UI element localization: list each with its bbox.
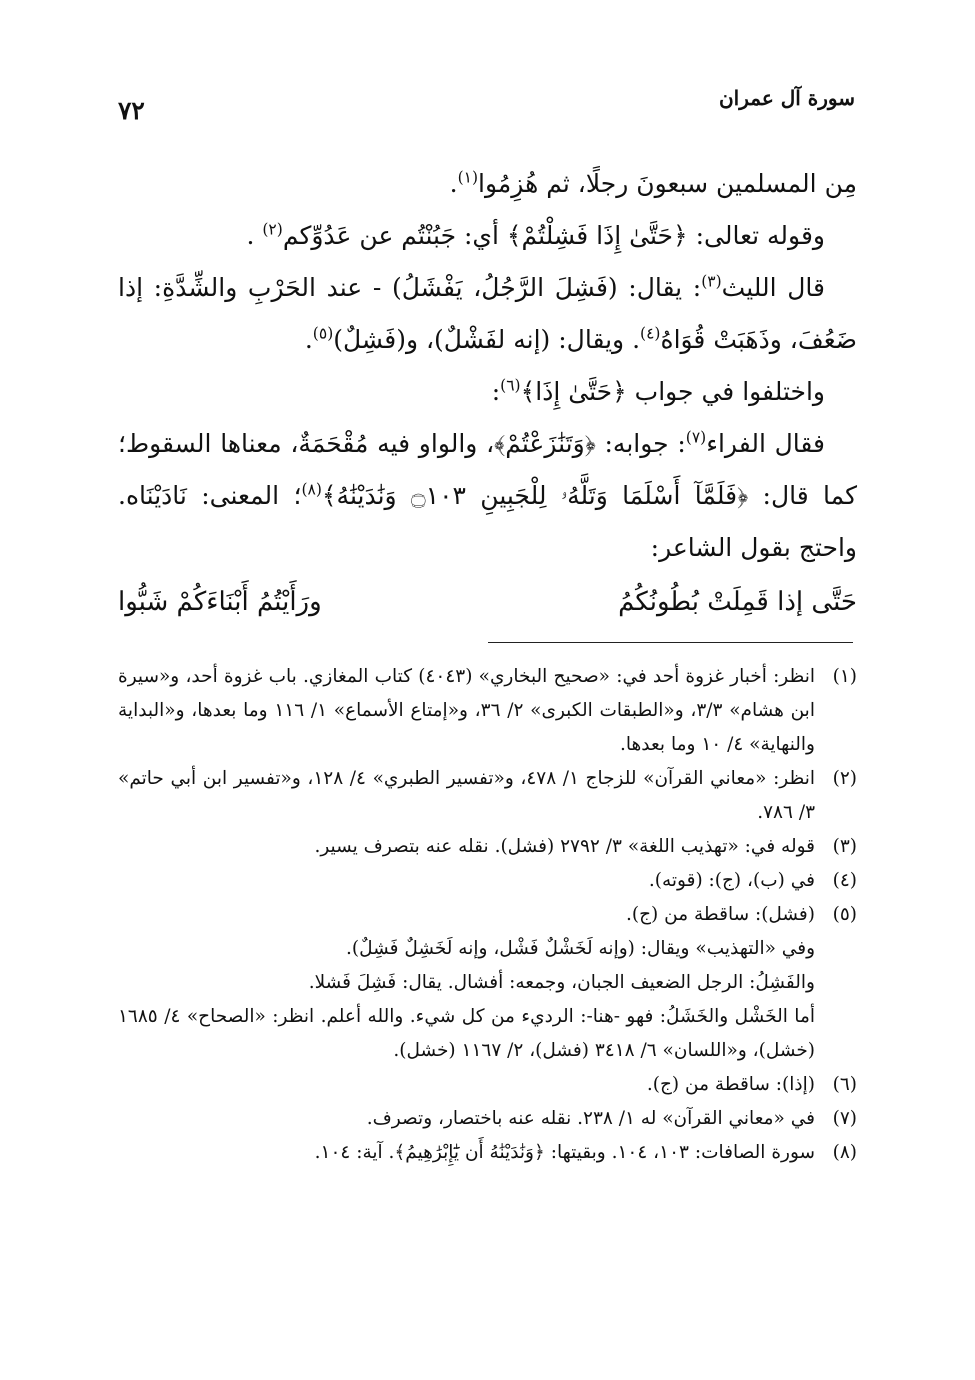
footnote-number: (٦) xyxy=(832,1074,857,1095)
footnote-separator xyxy=(488,642,853,643)
page-number: ٧٢ xyxy=(118,96,145,125)
footnote-2 xyxy=(118,762,857,830)
footnote-ref-3[interactable]: (٣) xyxy=(701,272,722,291)
paragraph-5: فقال الفراء$^{(٧)}$: جوابه: ﴿وَتَنَٰزَعْتُمْ﴾، والواو فيه مُقْحَمَةٌ، معناها السقوط؛ كما قال: ﴿فَلَمَّآ أَسْلَمَا وَتَلَّهُۥ لِلْجَبِينِ ۝١٠٣ وَنَٰدَيْنَٰهُ﴾$^{(٨)}$؛ المعنى: نَادَيْنَاه. واحتج بقول الشاعر: xyxy=(118,428,858,562)
footnote-number: (٣) xyxy=(832,836,857,857)
paragraph-1: مِن المسلمين سبعونَ رجلًا، ثم هُزِمُوا$^{(١)}$. xyxy=(449,168,857,198)
footnote-3 xyxy=(118,830,857,864)
footnote-text: انظر: «معاني القرآن» للزجاج ١/ ٤٧٨، و«تفسير الطبري» ٤/ ١٢٨، و«تفسير ابن أبي حاتم» ٣/ ٧٨٦. xyxy=(118,768,815,823)
paragraph-4: واختلفوا في جواب ﴿حَتَّىٰ إِذَا﴾$^{(٦)}$: xyxy=(491,376,825,406)
footnote-8 xyxy=(118,1136,857,1170)
footnote-text: في «معاني القرآن» له ١/ ٢٣٨. نقله عنه باختصار، وتصرف. xyxy=(366,1108,815,1129)
footnote-number: (٤) xyxy=(832,870,857,891)
footnote-ref-5[interactable]: (٥) xyxy=(312,324,334,343)
footnote-text: انظر: أخبار غزوة أحد في: «صحيح البخاري» (٤٠٤٣) كتاب المغازي. باب غزوة أحد، و«سيرة ابن هشام» ٣/٣، و«الطبقات الكبرى» ٢/ ٣٦، و«إمتاع الأسماع» ١/ ١١٦ وما بعدها، و«البداية والنهاية» ٤/ ١٠ وما بعدها. xyxy=(118,666,815,755)
footnote-number: (٥) xyxy=(832,904,857,925)
footnote-ref-7[interactable]: (٧) xyxy=(685,428,707,447)
paragraph-3: قال الليث$^{(٣)}$: يقال: (فَشِلَ الرَّجُلُ، يَفْشَلُ) - عند الحَرْبِ والشِّدَّةِ: إذا ضَعُفَ، وذَهَبَتْ قُوَاهُ$^{(٤)}$. ويقال: (إنه لفَشْلٌ)، و(فَشِلٌ)$^{(٥)}$. xyxy=(118,272,857,354)
footnote-text: في (ب)، (ج): (قوته). xyxy=(648,870,815,891)
footnote-1 xyxy=(118,660,857,762)
verse-second-hemistich: ورَأَيْتُمُ أَبْنَاءَكُمْ شَبُّوا xyxy=(118,587,322,617)
main-text xyxy=(118,158,857,628)
footnote-5-continuation-2: والفَشِلُ: الرجل الضعيف الجبان، وجمعه: أفشال. يقال: فَشِلَ فَشلا. xyxy=(308,972,815,993)
footnote-6 xyxy=(118,1068,857,1102)
footnote-text: (فشل): ساقطة من (ج). xyxy=(626,904,815,925)
footnote-number: (٢) xyxy=(832,768,857,789)
running-head: سورة آل عمران xyxy=(718,86,855,110)
footnote-5-continuation-3: أما الخَشْل والخَشَلُ: فهو -هنا-: الرديء من كل شيء. والله أعلم. انظر: «الصحاح» ٤/ ١٦٨٥ (خشل)، و«اللسان» ٦/ ٣٤١٨ (فشل)، ٢/ ١١٦٧ (خشل). xyxy=(118,1006,815,1061)
footnote-ref-8[interactable]: (٨) xyxy=(301,480,322,499)
footnote-7 xyxy=(118,1102,857,1136)
footnote-number: (٨) xyxy=(832,1142,857,1163)
footnote-5 xyxy=(118,898,857,932)
footnote-text: سورة الصافات: ١٠٣، ١٠٤. وبقيتها: ﴿وَنَٰدَيْنَٰهُ أَن يَٰٓإِبْرَٰهِيمُ﴾. آية: ١٠٤. xyxy=(314,1142,815,1163)
verse-first-hemistich: حَتَّى إذا قَمِلَتْ بُطُونُكُمُ xyxy=(618,587,857,617)
paragraph-2: وقوله تعالى: ﴿حَتَّىٰ إِذَا فَشِلْتُمْ﴾ أي: جَبُنْتُم عن عَدُوِّكم$^{(٢)}$ . xyxy=(246,220,825,250)
footnote-text: قوله في: «تهذيب اللغة» ٣/ ٢٧٩٢ (فشل). نقله عنه بتصرف يسير. xyxy=(314,836,815,857)
footnote-5-continuation-1: وفي «التهذيب» ويقال: (وإنه لَخَشْلٌ فَشْل، وإنه لَخَشِلٌ فَشِلٌ). xyxy=(345,938,815,959)
footnote-ref-6[interactable]: (٦) xyxy=(500,376,521,395)
footnote-ref-2[interactable]: (٢) xyxy=(262,220,283,239)
poetry-verse xyxy=(118,576,857,628)
footnote-number: (١) xyxy=(832,666,857,687)
footnote-ref-4[interactable]: (٤) xyxy=(640,324,661,343)
footnote-4 xyxy=(118,864,857,898)
footnote-ref-1[interactable]: (١) xyxy=(457,168,479,187)
footnote-number: (٧) xyxy=(832,1108,857,1129)
footnote-text: (إذا): ساقطة من (ج). xyxy=(646,1074,815,1095)
footnotes xyxy=(118,660,857,1170)
